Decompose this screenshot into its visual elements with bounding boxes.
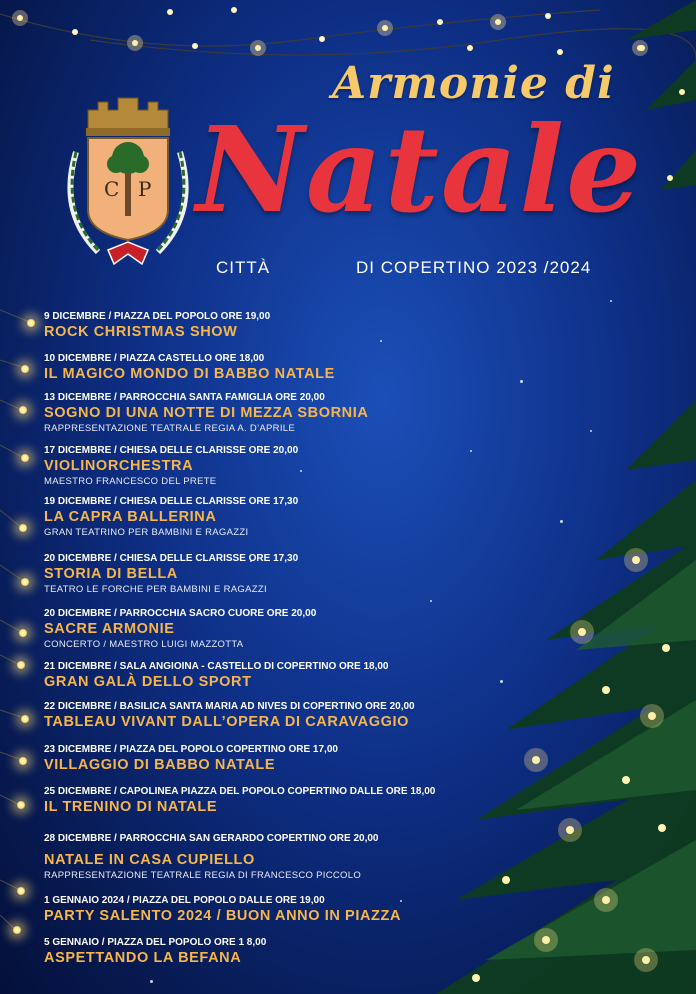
event-date: 19 DICEMBRE / CHIESA DELLE CLARISSE ORE 17,30 [44,496,299,507]
event-date: 13 DICEMBRE / PARROCCHIA SANTA FAMIGLIA ORE 20,00 [44,392,325,403]
event-date: 25 DICEMBRE / CAPOLINEA PIAZZA DEL POPOLO COPERTINO DALLE ORE 18,00 [44,786,436,797]
event-title: TABLEAU VIVANT DALL’OPERA DI CARAVAGGIO [44,714,409,730]
subtitle-citta: CITTÀ [216,258,271,277]
title-armonie: Armonie di [332,58,615,109]
event-date: 5 GENNAIO / PIAZZA DEL POPOLO ORE 1 8,00 [44,937,267,948]
event-date: 21 DICEMBRE / SALA ANGIOINA - CASTELLO DI COPERTINO ORE 18,00 [44,661,389,672]
event-item [44,894,401,926]
event-title: VILLAGGIO DI BABBO NATALE [44,757,276,773]
event-date: 17 DICEMBRE / CHIESA DELLE CLARISSE ORE 20,00 [44,445,299,456]
event-item [44,552,298,596]
event-date: 1 GENNAIO 2024 / PIAZZA DEL POPOLO DALLE ORE 19,00 [44,895,325,906]
event-item [44,660,389,692]
crest-letter-c: C [104,177,120,201]
event-date: 9 DICEMBRE / PIAZZA DEL POPOLO ORE 19,00 [44,311,271,322]
event-item [44,936,266,968]
event-date: 22 DICEMBRE / BASILICA SANTA MARIA AD NIVES DI COPERTINO ORE 20,00 [44,701,415,712]
event-title: GRAN GALÀ DELLO SPORT [44,674,252,690]
event-title: ROCK CHRISTMAS SHOW [44,324,238,340]
event-title: ASPETTANDO LA BEFANA [44,950,242,966]
event-item [44,700,415,732]
event-title: PARTY SALENTO 2024 / BUON ANNO IN PIAZZA [44,908,402,924]
event-item [44,391,368,435]
event-date: 20 DICEMBRE / CHIESA DELLE CLARISSE ORE 17,30 [44,553,299,564]
title-natale: Natale [196,100,644,239]
event-note: RAPPRESENTAZIONE TEATRALE REGIA A. D’APRILE [44,423,295,434]
event-title: IL TRENINO DI NATALE [44,799,218,815]
event-item [44,352,335,384]
event-title: SACRE ARMONIE [44,621,175,637]
event-date: 20 DICEMBRE / PARROCCHIA SACRO CUORE ORE 20,00 [44,608,317,619]
event-title: LA CAPRA BALLERINA [44,509,217,525]
event-note: MAESTRO FRANCESCO DEL PRETE [44,476,217,487]
event-date: 28 DICEMBRE / PARROCCHIA SAN GERARDO COPERTINO ORE 20,00 [44,833,379,844]
event-item [44,444,298,488]
crest-letter-p: P [138,177,152,201]
event-date: 23 DICEMBRE / PIAZZA DEL POPOLO COPERTINO ORE 17,00 [44,744,338,755]
event-note: TEATRO LE FORCHE PER BAMBINI E RAGAZZI [44,584,267,595]
event-note: CONCERTO / MAESTRO LUIGI MAZZOTTA [44,639,244,650]
coat-of-arms-icon [58,92,198,270]
event-item [44,310,270,342]
event-title: VIOLINORCHESTRA [44,458,194,474]
event-item [44,743,338,775]
event-note: RAPPRESENTAZIONE TEATRALE REGIA DI FRANCESCO PICCOLO [44,870,362,881]
event-date: 10 DICEMBRE / PIAZZA CASTELLO ORE 18,00 [44,353,265,364]
event-title: NATALE IN CASA CUPIELLO [44,852,255,868]
event-title: IL MAGICO MONDO DI BABBO NATALE [44,366,335,382]
event-title: SOGNO DI UNA NOTTE DI MEZZA SBORNIA [44,405,369,421]
event-item [44,495,298,539]
event-note: GRAN TEATRINO PER BAMBINI E RAGAZZI [44,527,249,538]
event-item [44,607,316,651]
subtitle-copertino: DI COPERTINO 2023 /2024 [356,258,592,277]
event-title: STORIA DI BELLA [44,566,178,582]
event-item [44,832,379,882]
event-item [44,785,435,817]
